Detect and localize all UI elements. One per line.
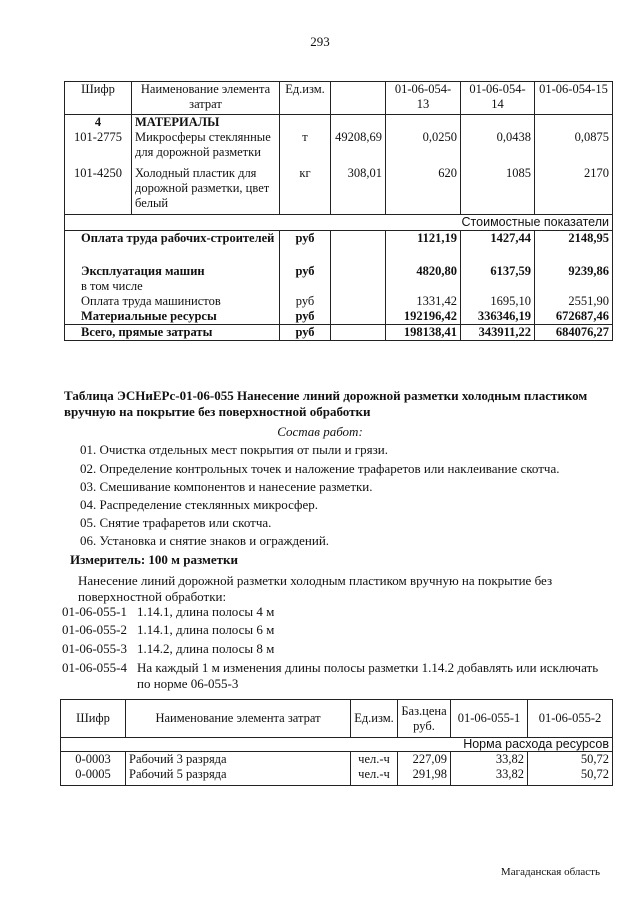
- header-code: Шифр: [61, 700, 126, 738]
- description: Нанесение линий дорожной разметки холодным пластиком вручную на покрытие без поверхностной обработки:: [78, 573, 553, 604]
- cost-value-14: 1695,10: [461, 294, 535, 309]
- header-unit: Ед.изм.: [351, 700, 398, 738]
- section-name: МАТЕРИАЛЫ: [132, 115, 280, 131]
- cost-value-15: 672687,46: [535, 309, 613, 325]
- row-price: 49208,69: [331, 130, 386, 166]
- row-value-1: 33,82: [451, 752, 528, 768]
- header-col-13: 01-06-054-13: [386, 82, 461, 115]
- row-value-15: 0,0875: [535, 130, 613, 166]
- work-step: 01. Очистка отдельных мест покрытия от пыли и грязи.: [80, 442, 388, 457]
- row-name: Рабочий 5 разряда: [126, 767, 351, 785]
- variant-code: 01-06-055-1: [62, 604, 127, 619]
- row-price: 308,01: [331, 166, 386, 214]
- work-step: 03. Смешивание компонентов и нанесение разметки.: [80, 479, 373, 494]
- cost-value-13: 192196,42: [386, 309, 461, 325]
- row-unit: т: [280, 130, 331, 166]
- measure-unit: Измеритель: 100 м разметки: [70, 552, 239, 567]
- header-name: Наименование элемента затрат: [132, 82, 280, 115]
- table-row: [65, 130, 613, 166]
- header-name: Наименование элемента затрат: [126, 700, 351, 738]
- table-row: [61, 767, 613, 785]
- resource-table-054: [64, 81, 613, 341]
- header-unit: Ед.изм.: [280, 82, 331, 115]
- cost-unit: руб: [280, 309, 331, 325]
- cost-unit: руб: [280, 230, 331, 264]
- section-code: 4: [65, 115, 132, 131]
- cost-value-13: 1121,19: [386, 230, 461, 264]
- header-col-14: 01-06-054-14: [461, 82, 535, 115]
- variant-code: 01-06-055-2: [62, 622, 127, 637]
- footer-region: Магаданская область: [500, 866, 600, 878]
- header-col-1: 01-06-055-1: [451, 700, 528, 738]
- table-row: [65, 294, 613, 309]
- row-code: 101-2775: [65, 130, 132, 166]
- cost-unit: руб: [280, 294, 331, 309]
- table-row: [65, 279, 613, 294]
- header-code: Шифр: [65, 82, 132, 115]
- cost-value-15: 2148,95: [535, 230, 613, 264]
- table-header-row: [61, 700, 613, 738]
- table-row: [65, 264, 613, 279]
- row-name: Микросферы стеклянные для дорожной разметки: [132, 130, 280, 166]
- total-name: Всего, прямые затраты: [65, 325, 280, 341]
- row-code: 0-0005: [61, 767, 126, 785]
- work-step: 02. Определение контрольных точек и наложение трафаретов или наклеивание скотча.: [80, 461, 560, 476]
- cost-value-15: 9239,86: [535, 264, 613, 279]
- cost-name: в том числе: [65, 279, 280, 294]
- total-value-15: 684076,27: [535, 325, 613, 341]
- cost-value-13: 1331,42: [386, 294, 461, 309]
- cost-indicators-label: Стоимостные показатели: [65, 214, 613, 230]
- row-value-14: 1085: [461, 166, 535, 214]
- cost-name: Оплата труда рабочих-строителей: [65, 230, 280, 264]
- cost-value-13: 4820,80: [386, 264, 461, 279]
- row-value-15: 2170: [535, 166, 613, 214]
- cost-value-14: 336346,19: [461, 309, 535, 325]
- row-price: 291,98: [398, 767, 451, 785]
- norm-label-row: [61, 738, 613, 752]
- cost-value-15: 2551,90: [535, 294, 613, 309]
- row-unit: чел.-ч: [351, 752, 398, 768]
- row-value-14: 0,0438: [461, 130, 535, 166]
- row-name: Холодный пластик для дорожной разметки, цвет белый: [132, 166, 280, 214]
- cost-name: Оплата труда машинистов: [65, 294, 280, 309]
- work-step: 06. Установка и снятие знаков и ограждений.: [80, 533, 330, 548]
- work-step: 04. Распределение стеклянных микросфер.: [80, 497, 318, 512]
- cost-value-14: 6137,59: [461, 264, 535, 279]
- row-price: 227,09: [398, 752, 451, 768]
- row-code: 101-4250: [65, 166, 132, 214]
- row-name: Рабочий 3 разряда: [126, 752, 351, 768]
- cost-unit: руб: [280, 264, 331, 279]
- row-code: 0-0003: [61, 752, 126, 768]
- norm-label: Норма расхода ресурсов: [61, 738, 613, 752]
- variant-code: 01-06-055-4: [62, 660, 127, 675]
- cost-name: Материальные ресурсы: [65, 309, 280, 325]
- variant-text: 1.14.1, длина полосы 4 м: [137, 604, 275, 619]
- variant-code: 01-06-055-3: [62, 641, 127, 656]
- header-col-2: 01-06-055-2: [528, 700, 613, 738]
- row-value-13: 620: [386, 166, 461, 214]
- total-row: [65, 325, 613, 341]
- table-row: [65, 230, 613, 264]
- variant-text: 1.14.2, длина полосы 8 м: [137, 641, 275, 656]
- row-value-2: 50,72: [528, 767, 613, 785]
- cost-name: Эксплуатация машин: [65, 264, 280, 279]
- variant-text: На каждый 1 м изменения длины полосы разметки 1.14.2 добавлять или исключать по норме 06-055-3: [137, 660, 599, 691]
- resource-table-055: [60, 699, 613, 786]
- section-row: [65, 115, 613, 131]
- total-unit: руб: [280, 325, 331, 341]
- table-row: [61, 752, 613, 768]
- total-value-13: 198138,41: [386, 325, 461, 341]
- variant-text: 1.14.1, длина полосы 6 м: [137, 622, 275, 637]
- row-value-2: 50,72: [528, 752, 613, 768]
- composition-heading: Состав работ:: [277, 424, 363, 439]
- row-value-13: 0,0250: [386, 130, 461, 166]
- header-price: [331, 82, 386, 115]
- header-price: Баз.цена руб.: [398, 700, 451, 738]
- table-title: Таблица ЭСНиЕРс-01-06-055 Нанесение линий дорожной разметки холодным пластиком вручную на покрытие без поверхностной обработки: [64, 388, 588, 419]
- row-value-1: 33,82: [451, 767, 528, 785]
- row-unit: чел.-ч: [351, 767, 398, 785]
- header-col-15: 01-06-054-15: [535, 82, 613, 115]
- cost-indicators-row: [65, 214, 613, 230]
- row-unit: кг: [280, 166, 331, 214]
- work-step: 05. Снятие трафаретов или скотча.: [80, 515, 272, 530]
- table-row: [65, 309, 613, 325]
- table-header-row: [65, 82, 613, 115]
- cost-value-14: 1427,44: [461, 230, 535, 264]
- table-row: [65, 166, 613, 214]
- total-value-14: 343911,22: [461, 325, 535, 341]
- page-number: 293: [310, 34, 330, 49]
